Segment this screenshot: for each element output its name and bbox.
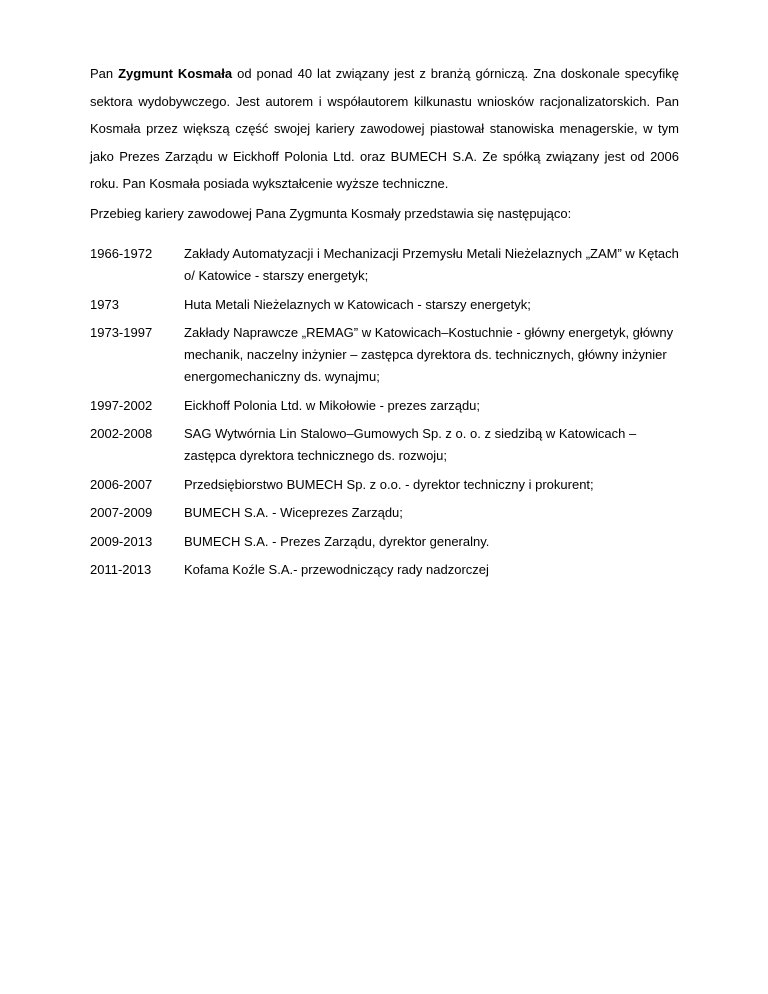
career-description: Eickhoff Polonia Ltd. w Mikołowie - prezes zarządu; — [184, 397, 481, 413]
career-years: 1973-1997 — [90, 325, 153, 340]
career-entry — [90, 322, 690, 388]
career-years: 1997-2002 — [90, 397, 153, 413]
career-list — [90, 243, 690, 588]
career-description: Kofama Koźle S.A.- przewodniczący rady nadzorczej — [184, 562, 489, 577]
career-years: 2007-2009 — [90, 505, 153, 520]
career-entry — [90, 423, 690, 467]
career-description: Przedsiębiorstwo BUMECH Sp. z o.o. - dyrektor techniczny i prokurent; — [184, 476, 594, 492]
career-description: Zakłady Automatyzacji i Mechanizacji Przemysłu Metali Nieżelaznych „ZAM” w Kętach o/ Katowice - starszy energetyk; — [184, 246, 679, 283]
career-years: 2006-2007 — [90, 476, 153, 492]
career-years: 2011-2013 — [90, 562, 152, 577]
career-description: Zakłady Naprawcze „REMAG” w Katowicach–Kostuchnie - główny energetyk, główny mechanik, naczelny inżynier – zastępca dyrektora ds. technicznych, główny inżynier energomechaniczny ds. wynajmu; — [184, 325, 674, 384]
career-entry — [90, 474, 690, 496]
career-description: BUMECH S.A. - Prezes Zarządu, dyrektor generalny. — [184, 533, 490, 549]
career-years: 1973 — [90, 296, 119, 312]
career-description: SAG Wytwórnia Lin Stalowo–Gumowych Sp. z o. o. z siedzibą w Katowicach – zastępca dyrektora technicznego ds. rozwoju; — [184, 426, 637, 463]
career-years: 2009-2013 — [90, 533, 153, 549]
career-lead-sentence: Przebieg kariery zawodowej Pana Zygmunta Kosmały przedstawia się następująco: — [90, 206, 572, 221]
intro-paragraph — [90, 60, 679, 198]
person-name: Zygmunt Kosmała — [118, 66, 233, 81]
career-entry — [90, 502, 690, 524]
intro-body: od ponad 40 lat związany jest z branżą górniczą. Zna doskonale specyfikę sektora wydobywczego. Jest autorem i współautorem kilkunastu wniosków racjonalizatorskich. Pan Kosmała przez większą część swojej kariery zawodowej piastował stanowiska menagerskie, w tym jako Prezes Zarządu w Eickhoff Polonia Ltd. oraz BUMECH S.A. Ze spółką związany jest od 2006 roku. Pan Kosmała posiada wykształcenie wyższe techniczne. — [90, 66, 679, 192]
career-entry — [90, 294, 690, 316]
career-years: 2002-2008 — [90, 426, 153, 441]
career-description: Huta Metali Nieżelaznych w Katowicach - starszy energetyk; — [184, 296, 531, 312]
career-entry — [90, 395, 690, 417]
career-entry — [90, 243, 690, 287]
career-entry — [90, 559, 690, 581]
intro-prefix: Pan — [90, 66, 119, 81]
career-description: BUMECH S.A. - Wiceprezes Zarządu; — [184, 505, 403, 520]
career-entry — [90, 531, 690, 553]
career-years: 1966-1972 — [90, 246, 153, 261]
